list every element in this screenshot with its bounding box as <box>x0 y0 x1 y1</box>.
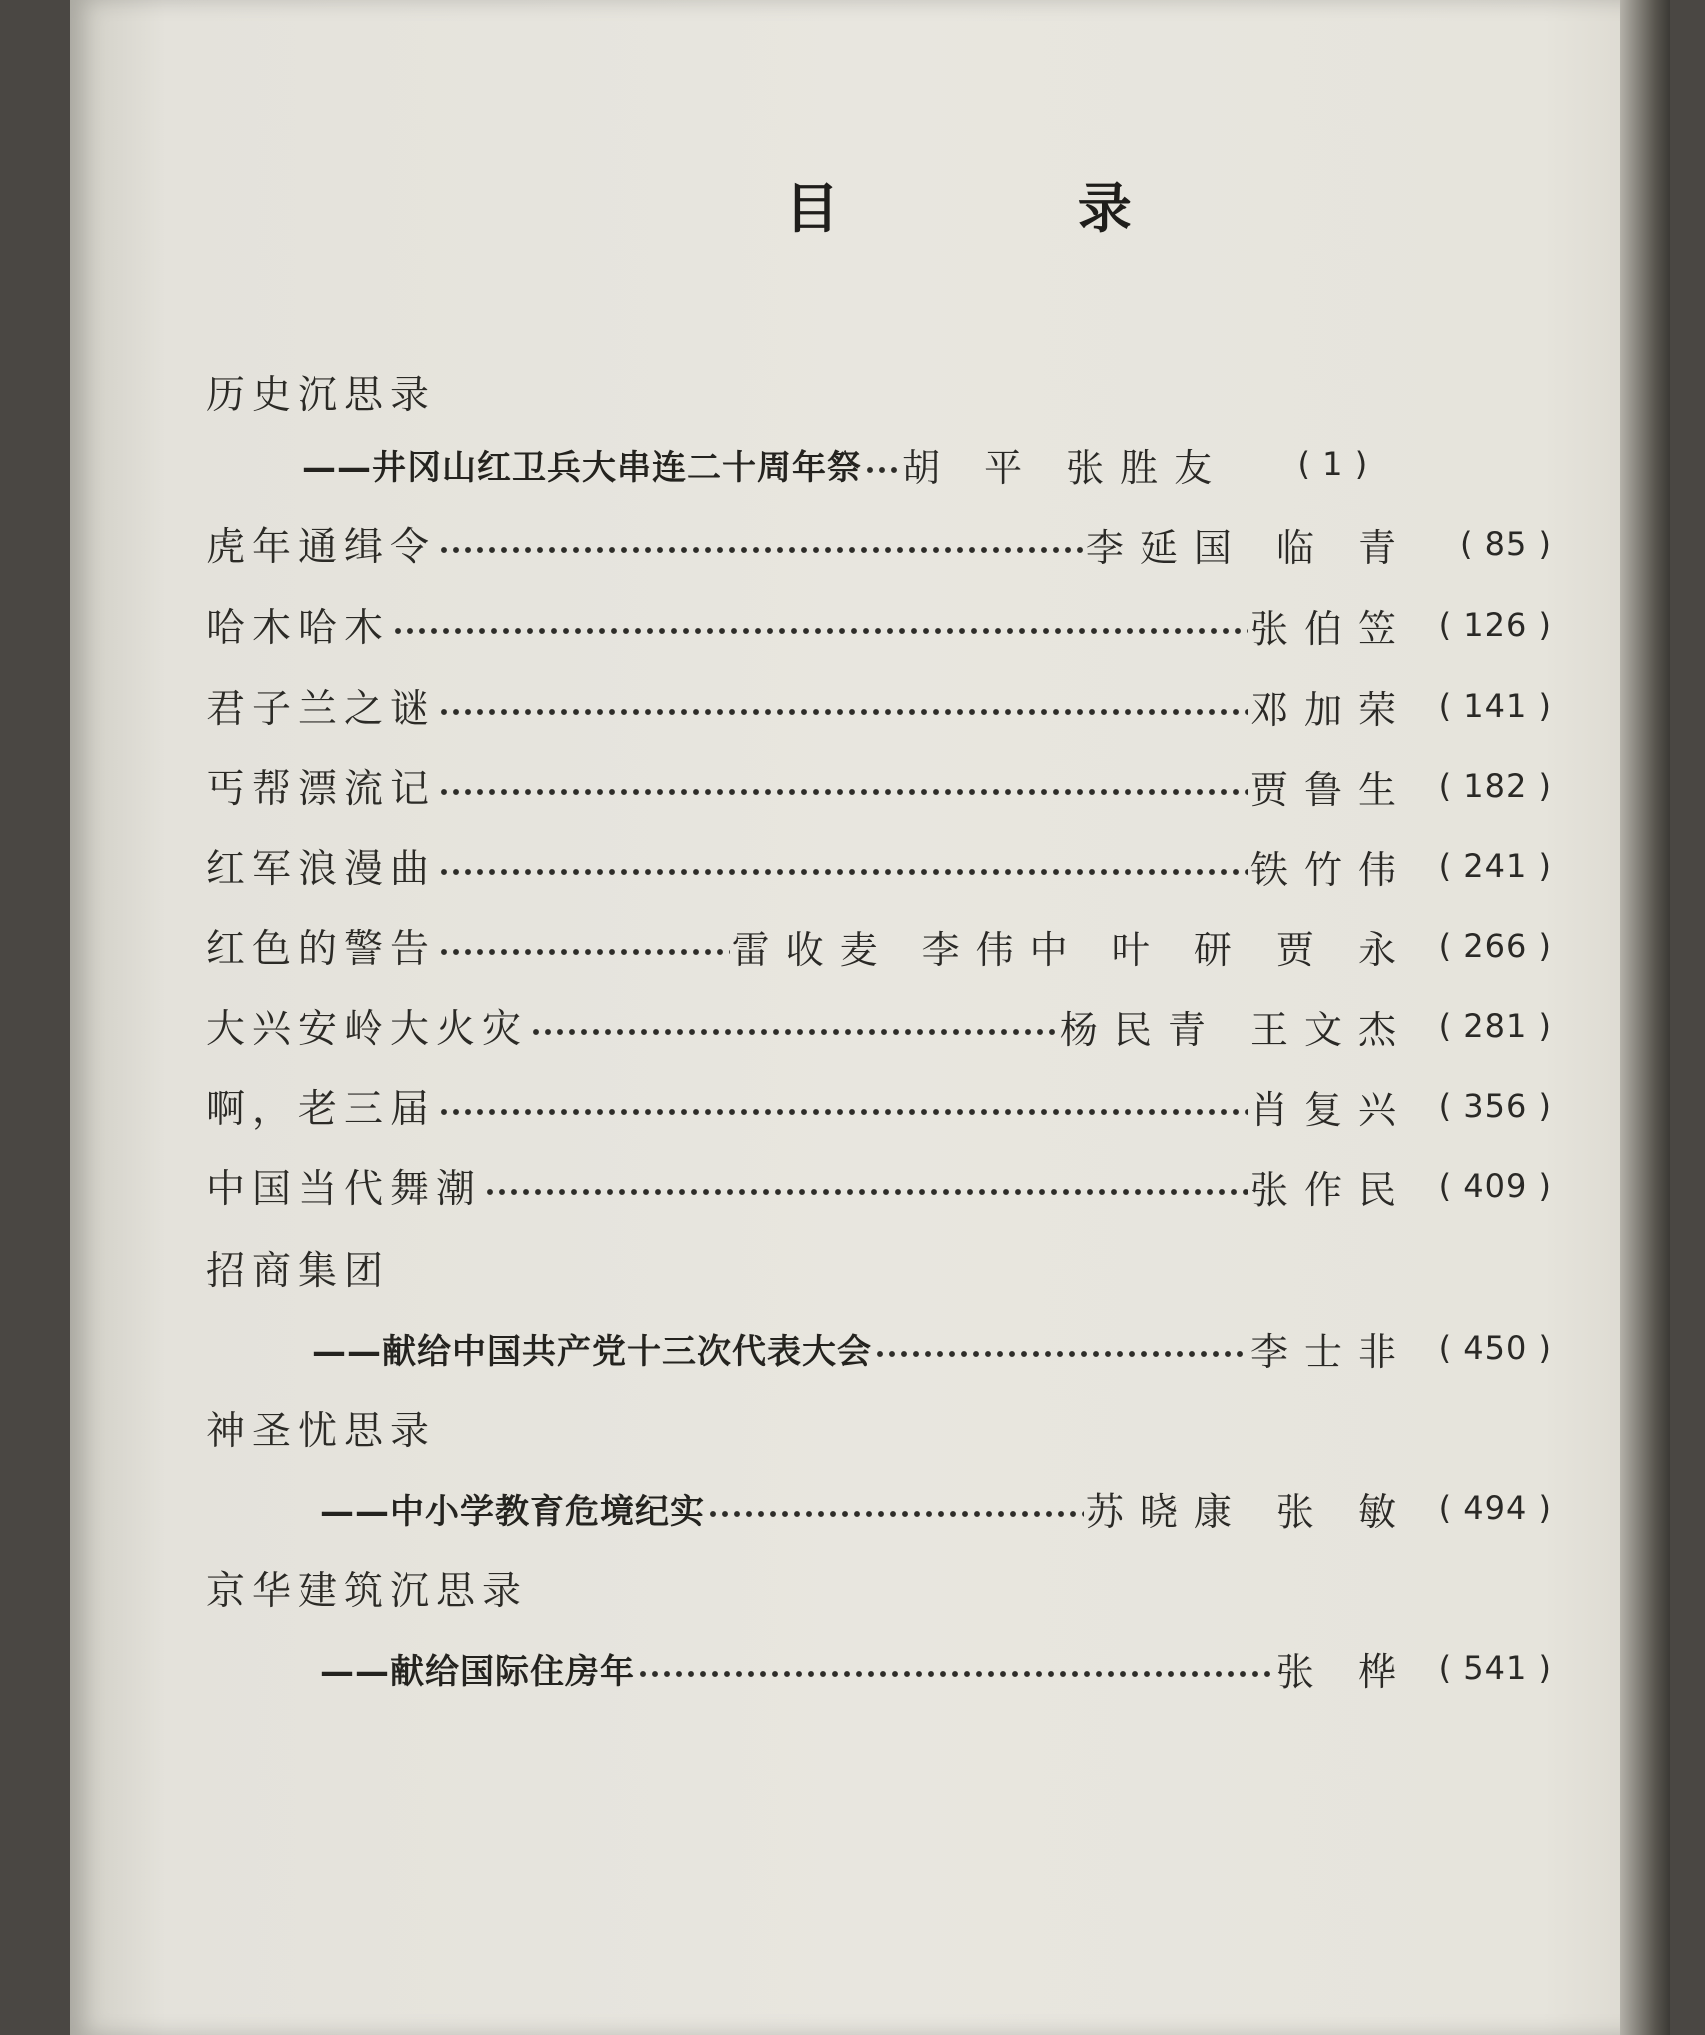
toc-entry-title <box>206 1560 528 1616</box>
entry-title: 中国当代舞潮 <box>206 1167 483 1212</box>
entry-page-number: ( 1 ) <box>1297 445 1369 483</box>
entry-author: 李延国 临 青 <box>1085 525 1412 570</box>
entry-author: 雷收麦 李伟中 叶 研 贾 永 <box>731 927 1412 972</box>
entry-subtitle: ——献给国际住房年 <box>320 1651 635 1692</box>
entry-subtitle: ——中小学教育危境纪实 <box>320 1491 705 1532</box>
toc-entry <box>206 1158 1552 1214</box>
entry-title: 招商集团 <box>206 1249 391 1294</box>
page-title: 目 录 <box>785 177 1242 240</box>
entry-author: 苏晓康 张 敏 <box>1085 1489 1412 1534</box>
entry-page-number: ( 281 ) <box>1438 1007 1552 1045</box>
dot-leader <box>864 466 900 474</box>
dot-leader <box>874 1350 1248 1358</box>
entry-page-number: ( 141 ) <box>1438 687 1552 725</box>
entry-author: 邓加荣 <box>1249 687 1412 732</box>
entry-title: 君子兰之谜 <box>206 687 437 732</box>
dot-leader <box>392 627 1248 635</box>
toc-entry <box>206 1078 1552 1134</box>
toc-entry <box>206 758 1552 814</box>
entry-title: 丐帮漂流记 <box>206 767 437 812</box>
entry-title: 京华建筑沉思录 <box>206 1569 529 1614</box>
entry-subtitle: ——井冈山红卫兵大串连二十周年祭 <box>302 447 862 488</box>
book-page <box>70 0 1670 2035</box>
toc-entry <box>206 918 1552 974</box>
entry-title: 神圣忧思录 <box>206 1409 437 1454</box>
toc-entry-title <box>206 1240 390 1296</box>
entry-author: 张 桦 <box>1275 1649 1412 1694</box>
entry-author: 张伯笠 <box>1249 606 1412 651</box>
entry-author: 张作民 <box>1249 1167 1412 1212</box>
dot-leader <box>438 1108 1248 1116</box>
entry-page-number: ( 494 ) <box>1438 1489 1552 1527</box>
toc-entry-title <box>206 1400 436 1456</box>
toc-entry-title <box>206 364 436 420</box>
dot-leader <box>438 708 1248 716</box>
toc-entry <box>206 838 1552 894</box>
toc-entry <box>320 1640 1552 1696</box>
dot-leader <box>438 948 730 956</box>
dot-leader <box>530 1028 1058 1036</box>
toc-entry <box>206 597 1552 653</box>
entry-author: 杨民青 王文杰 <box>1059 1007 1412 1052</box>
entry-page-number: ( 85 ) <box>1459 525 1552 563</box>
entry-page-number: ( 182 ) <box>1438 767 1552 805</box>
entry-title: 大兴安岭大火灾 <box>206 1007 529 1052</box>
dot-leader <box>438 546 1084 554</box>
entry-page-number: ( 541 ) <box>1438 1649 1552 1687</box>
entry-page-number: ( 266 ) <box>1438 927 1552 965</box>
page-edge-shadow <box>1620 0 1670 2035</box>
dot-leader <box>438 788 1248 796</box>
toc-entry <box>302 436 1552 492</box>
entry-author: 铁竹伟 <box>1249 847 1412 892</box>
entry-author: 胡 平 张胜友 <box>902 445 1229 490</box>
toc-entry <box>206 678 1552 734</box>
dot-leader <box>637 1670 1274 1678</box>
entry-title: 虎年通缉令 <box>206 525 437 570</box>
entry-subtitle: ——献给中国共产党十三次代表大会 <box>312 1331 872 1372</box>
entry-title: 历史沉思录 <box>206 373 437 418</box>
entry-title: 哈木哈木 <box>206 606 391 651</box>
entry-title: 红军浪漫曲 <box>206 847 437 892</box>
entry-page-number: ( 356 ) <box>1438 1087 1552 1125</box>
dot-leader <box>438 868 1248 876</box>
toc-entry <box>206 516 1552 572</box>
entry-page-number: ( 241 ) <box>1438 847 1552 885</box>
toc-entry <box>320 1480 1552 1536</box>
entry-page-number: ( 409 ) <box>1438 1167 1552 1205</box>
toc-entry <box>206 998 1552 1054</box>
entry-author: 李士非 <box>1249 1329 1412 1374</box>
entry-title: 红色的警告 <box>206 927 437 972</box>
entry-page-number: ( 450 ) <box>1438 1329 1552 1367</box>
entry-title: 啊，老三届 <box>206 1087 437 1132</box>
entry-author: 肖复兴 <box>1249 1087 1412 1132</box>
dot-leader <box>707 1510 1084 1518</box>
toc-entry <box>312 1320 1552 1376</box>
entry-page-number: ( 126 ) <box>1438 606 1552 644</box>
dot-leader <box>484 1188 1248 1196</box>
entry-author: 贾鲁生 <box>1249 767 1412 812</box>
